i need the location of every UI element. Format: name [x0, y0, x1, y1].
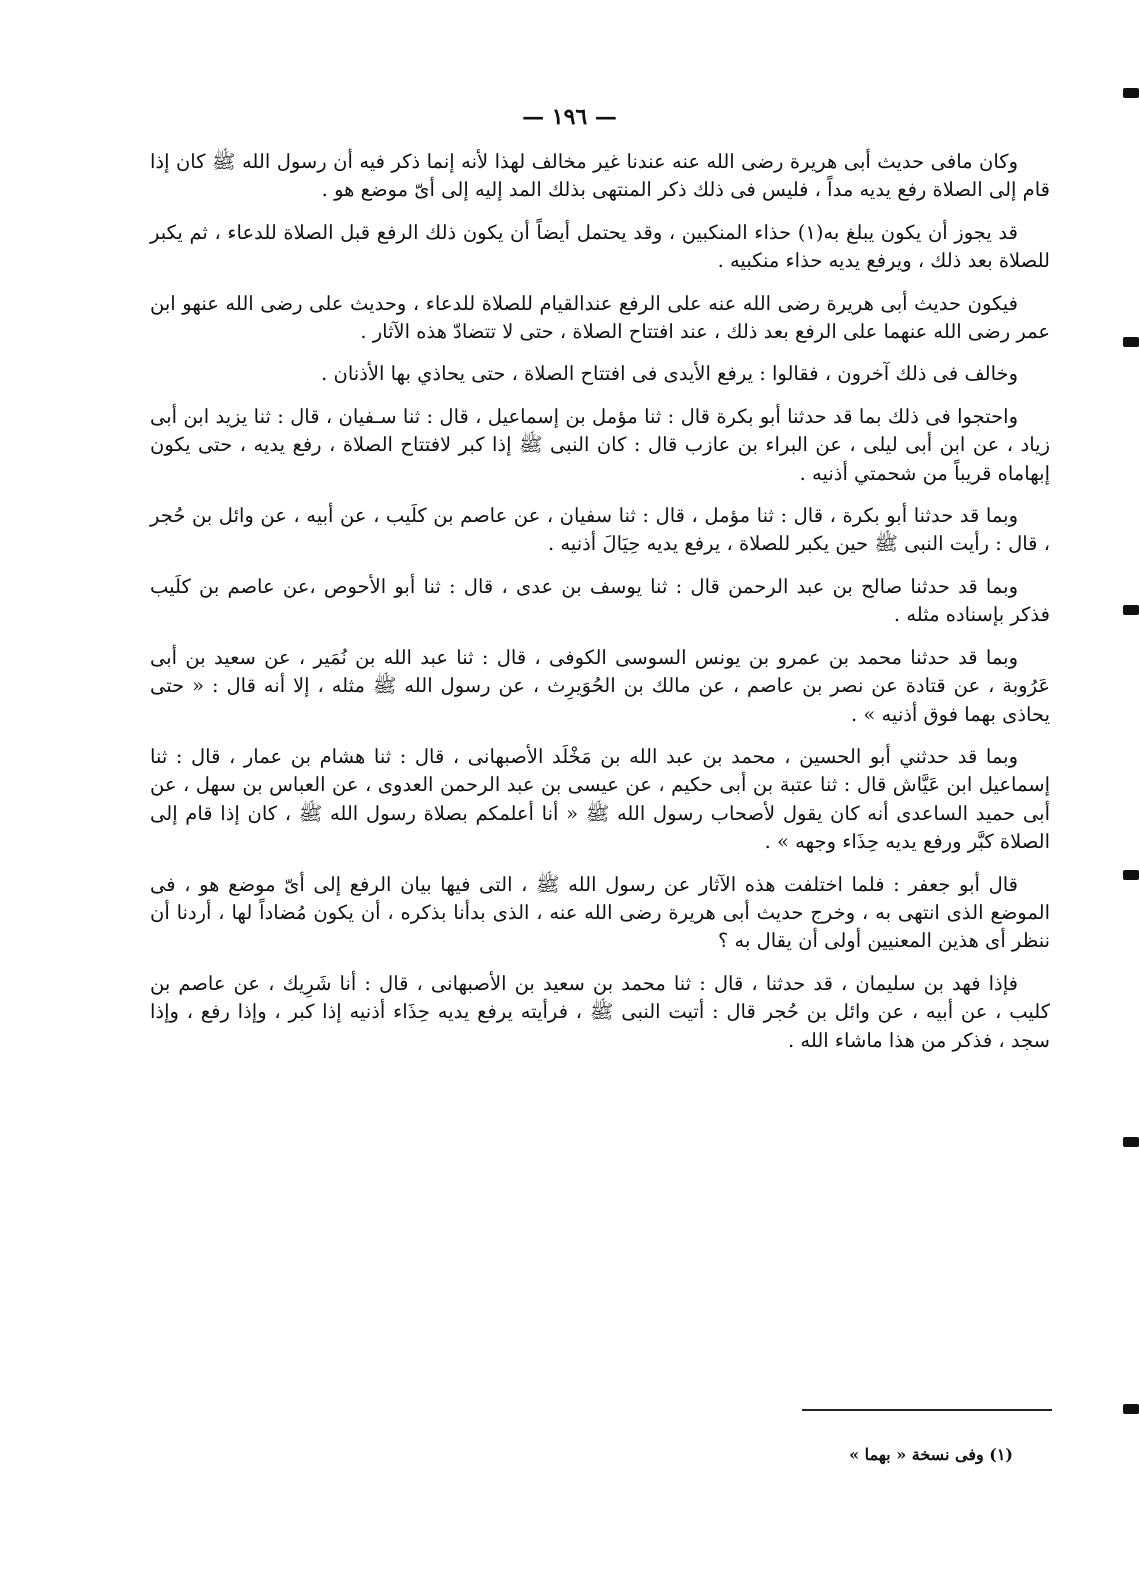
- paragraph-10: قال أبو جعفر : فلما اختلفت هذه الآثار عن رسول الله ﷺ ، التى فيها بيان الرفع إلى أىّ موضع هو ، فى الموضع الذى انتهى به ، وخرج حديث أبى هريرة رضى الله عنه ، الذى بدأنا بذكره ، أن يكون مُضاداً لها ، أردنا أن ننظر أى هذين المعنيين أولى أن يقال به ؟: [150, 872, 1050, 953]
- footnote: (١) وفى نسخة « بهما »: [849, 1445, 1013, 1464]
- paragraph-8: وبما قد حدثنا محمد بن عمرو بن يونس السوسى الكوفى ، قال : ثنا عبد الله بن نُمَير ، عن سعيد بن أبى عَرُوبة ، عن قتادة عن نصر بن عاصم ، عن مالك بن الحُوَيرِث ، عن رسول الله ﷺ مثله ، إلا أنه قال : « حتى يحاذى بهما فوق أذنيه » .: [150, 645, 1050, 726]
- scan-edge-mark: [1123, 1404, 1139, 1414]
- footnote-divider: [802, 1409, 1052, 1411]
- scan-edge-mark: [1123, 605, 1139, 615]
- paragraph-9: وبما قد حدثني أبو الحسين ، محمد بن عبد الله بن مَخْلَد الأصبهانى ، قال : ثنا هشام بن عمار ، قال : ثنا إسماعيل ابن عَيَّاش قال : ثنا عتبة بن أبى حكيم ، عن عيسى بن عبد الرحمن العدوى ، عن العباس بن سهل ، عن أبى حميد الساعدى أنه كان يقول لأصحاب رسول الله ﷺ « أنا أعلمكم بصلاة رسول الله ﷺ ، كان إذا قام إلى الصلاة كبَّر ورفع يديه حِذَاء وجهه » .: [150, 744, 1050, 854]
- paragraph-2: قد يجوز أن يكون يبلغ به(١) حذاء المنكبين ، وقد يحتمل أيضاً أن يكون ذلك الرفع قبل الصلاة للدعاء ، ثم يكبر للصلاة بعد ذلك ، ويرفع يديه حذاء منكبيه .: [150, 220, 1050, 273]
- main-text: [150, 148, 1050, 1069]
- scan-edge-mark: [1123, 870, 1139, 880]
- paragraph-4: وخالف فى ذلك آخرون ، فقالوا : يرفع الأيدى فى افتتاح الصلاة ، حتى يحاذي بها الأذنان .: [321, 362, 1018, 386]
- paragraph-6: وبما قد حدثنا أبو بكرة ، قال : ثنا مؤمل ، قال : ثنا سفيان ، عن عاصم بن كلَيب ، عن أبيه ، عن وائل بن حُجر ، قال : رأيت النبى ﷺ حين يكبر للصلاة ، يرفع يديه حِيَالَ أذنيه .: [150, 504, 1050, 556]
- paragraph-5: واحتجوا فى ذلك بما قد حدثنا أبو بكرة قال : ثنا مؤمل بن إسماعيل ، قال : ثنا سـفيان ، قال : ثنا يزيد ابن أبى زياد ، عن ابن أبى ليلى ، عن البراء بن عازب قال : كان النبى ﷺ إذا كبر لافتتاح الصلاة ، رفع يديه ، حتى يكون إبهاماه قريباً من شحمتي أذنيه .: [150, 404, 1050, 485]
- paragraph-3: فيكون حديث أبى هريرة رضى الله عنه على الرفع عندالقيام للصلاة للدعاء ، وحديث على رضى الله عنهو ابن عمر رضى الله عنهما على الرفع بعد ذلك ، عند افتتاح الصلاة ، حتى لا تتضادّ هذه الآثار .: [150, 291, 1050, 344]
- paragraph-1: وكان مافى حديث أبى هريرة رضى الله عنه عندنا غير مخالف لهذا لأنه إنما ذكر فيه أن رسول الله ﷺ كان إذا قام إلى الصلاة رفع يديه مداً ، فليس فى ذلك ذكر المنتهى بذلك المد إليه إلى أىّ موضع هو .: [150, 150, 1050, 202]
- paragraph-11: فإذا فهد بن سليمان ، قد حدثنا ، قال : ثنا محمد بن سعيد بن الأصبهانى ، قال : أنا شَرِيك ، عن عاصم بن كليب ، عن أبيه ، عن وائل بن حُجر قال : أتيت النبى ﷺ ، فرأيته يرفع يديه حِذَاء أذنيه إذا كبر ، وإذا رفع ، وإذا سجد ، فذكر من هذا ماشاء الله .: [150, 971, 1050, 1052]
- scan-edge-mark: [1123, 1137, 1139, 1147]
- page-number: — ١٩٦ —: [522, 104, 617, 130]
- scan-edge-mark: [1123, 88, 1139, 98]
- scan-edge-mark: [1123, 337, 1139, 347]
- paragraph-7: وبما قد حدثنا صالح بن عبد الرحمن قال : ثنا يوسف بن عدى ، قال : ثنا أبو الأحوص ،عن عاصم بن كلَيب فذكر بإسناده مثله .: [150, 574, 1050, 627]
